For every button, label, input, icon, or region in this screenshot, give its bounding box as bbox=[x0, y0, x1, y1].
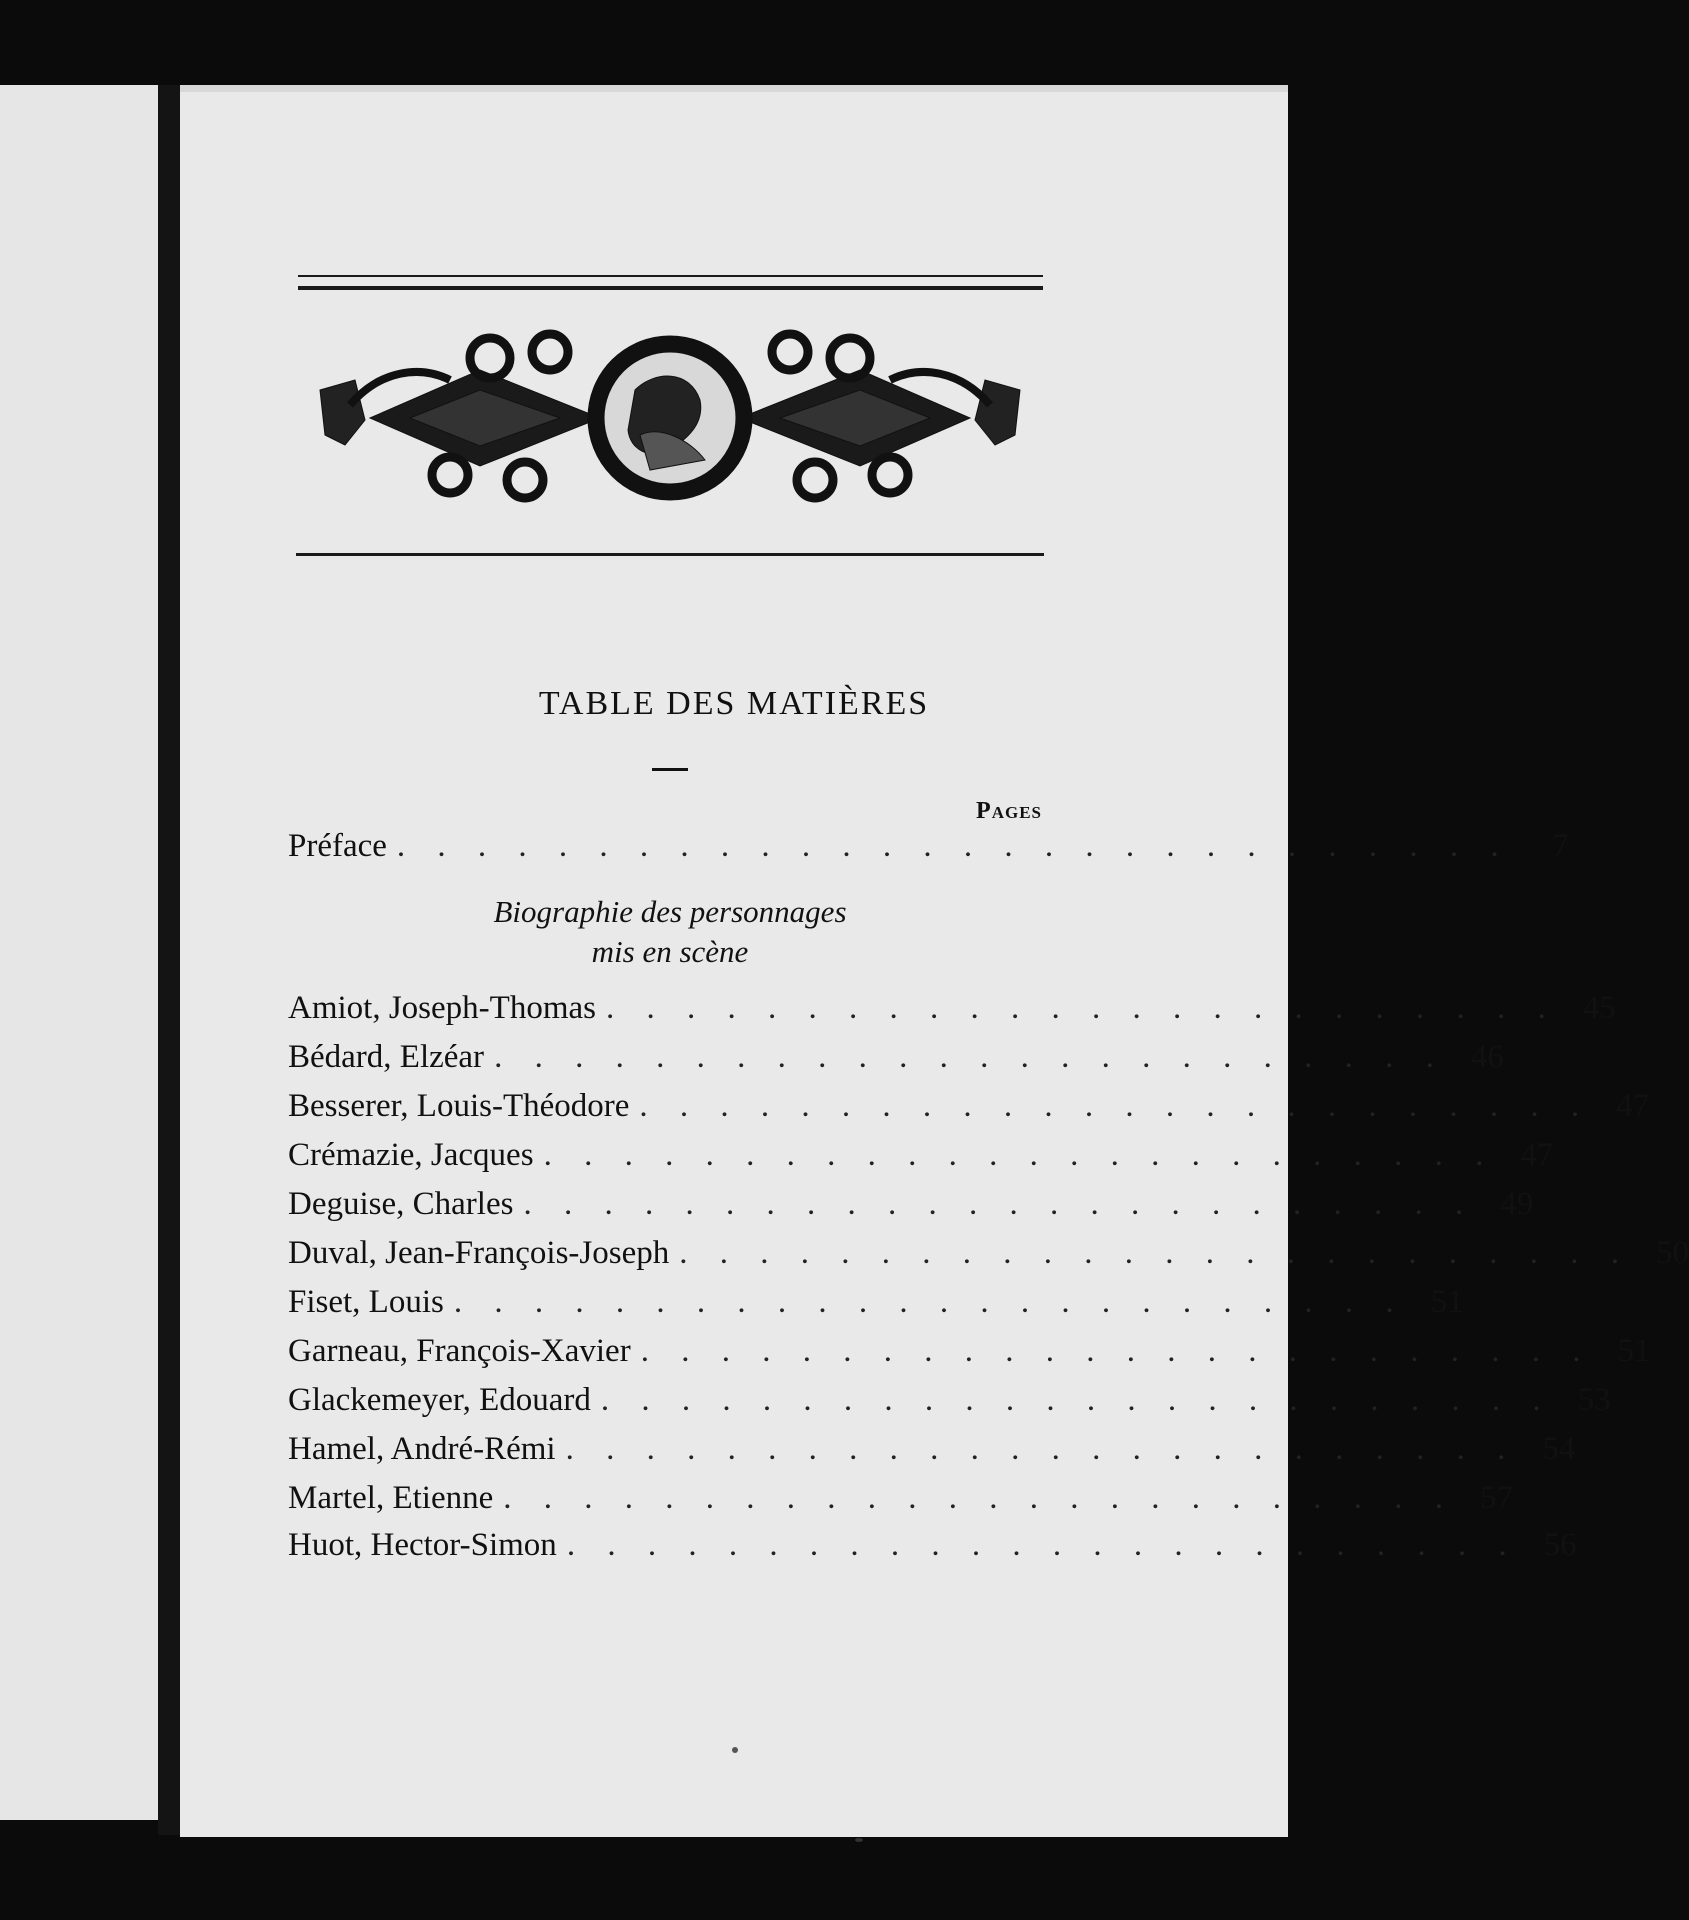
paper-speck bbox=[855, 1838, 863, 1842]
toc-entry bbox=[288, 1137, 1554, 1181]
dot-leader: . . . . . . . . . . . . . . . . . . . . . . . . bbox=[600, 1382, 1553, 1418]
dot-leader: . . . . . . . . . . . . . . . . . . . . . . . . bbox=[543, 1137, 1496, 1173]
dot-leader: . . . . . . . . . . . . . . . . . . . . . . . . bbox=[679, 1235, 1631, 1271]
entry-page: 53 bbox=[1577, 1382, 1611, 1418]
dot-leader: . . . . . . . . . . . . . . . . . . . . . . . . bbox=[453, 1284, 1406, 1320]
entry-page: 56 bbox=[1543, 1527, 1577, 1563]
entry-name: Duval, Jean-François-Joseph bbox=[288, 1235, 670, 1271]
book-gutter bbox=[158, 85, 180, 1835]
top-rule-thin bbox=[298, 275, 1043, 277]
dot-leader: . . . . . . . . . . . . . . . . . . . . . . . . bbox=[566, 1527, 1519, 1563]
entry-page: 46 bbox=[1470, 1039, 1504, 1075]
bottom-rule bbox=[296, 553, 1044, 556]
toc-entry bbox=[288, 1039, 1504, 1083]
dot-leader: . . . . . . . . . . . . . . . . . . . . . . . . bbox=[639, 1088, 1592, 1124]
top-rule-thick bbox=[298, 286, 1043, 290]
entry-name: Garneau, François-Xavier bbox=[288, 1333, 631, 1369]
dot-leader: . . . . . . . . . . . . . . . . . . . . . . . . bbox=[523, 1186, 1476, 1222]
toc-title: TABLE DES MATIÈRES bbox=[538, 685, 930, 722]
entry-name: Amiot, Joseph-Thomas bbox=[288, 990, 596, 1026]
toc-entry bbox=[288, 1333, 1651, 1377]
dot-leader: . . . . . . . . . . . . . . . . . . . . . . . . bbox=[605, 990, 1558, 1026]
left-page bbox=[0, 85, 158, 1820]
entry-page: 50 bbox=[1656, 1235, 1689, 1271]
entry-page: 51 bbox=[1430, 1284, 1464, 1320]
paper-speck bbox=[732, 1747, 738, 1753]
dot-leader: . . . . . . . . . . . . . . . . . . . . . . . . bbox=[640, 1333, 1593, 1369]
floral-scroll-ornament-icon bbox=[310, 330, 1030, 505]
entry-page: 51 bbox=[1617, 1333, 1651, 1369]
toc-entry bbox=[288, 1480, 1514, 1524]
dot-leader: . . . . . . . . . . . . . . . . . . . . . . . . bbox=[503, 1480, 1456, 1516]
section-heading bbox=[420, 892, 920, 972]
toc-entry bbox=[288, 1186, 1534, 1230]
entry-name: Crémazie, Jacques bbox=[288, 1137, 534, 1173]
toc-entry bbox=[288, 1431, 1576, 1475]
toc-entry bbox=[288, 1235, 1689, 1279]
entry-page: 7 bbox=[1552, 828, 1569, 864]
entry-page: 57 bbox=[1480, 1480, 1514, 1516]
entry-name: Huot, Hector-Simon bbox=[288, 1527, 557, 1563]
entry-page: 47 bbox=[1616, 1088, 1650, 1124]
toc-entry bbox=[288, 990, 1616, 1034]
toc-entry bbox=[288, 1527, 1577, 1571]
toc-entry bbox=[288, 1284, 1464, 1328]
entry-name: Besserer, Louis-Théodore bbox=[288, 1088, 630, 1124]
entry-name: Deguise, Charles bbox=[288, 1186, 514, 1222]
dot-leader: . . . . . . . . . . . . . . . . . . . . . . . . bbox=[565, 1431, 1518, 1467]
title-dash bbox=[652, 768, 688, 771]
dot-leader: . . . . . . . . . . . . . . . . . . . . . . . . . . . . bbox=[396, 828, 1511, 864]
entry-name: Bédard, Elzéar bbox=[288, 1039, 485, 1075]
dot-leader: . . . . . . . . . . . . . . . . . . . . . . . . bbox=[494, 1039, 1446, 1075]
entry-name: Fiset, Louis bbox=[288, 1284, 444, 1320]
section-heading-line-2: mis en scène bbox=[591, 934, 749, 969]
entry-page: 45 bbox=[1582, 990, 1616, 1026]
toc-entry-preface bbox=[288, 828, 1569, 872]
entry-name: Martel, Etienne bbox=[288, 1480, 494, 1516]
entry-page: 54 bbox=[1542, 1431, 1576, 1467]
pages-column-header: Pages bbox=[976, 798, 1042, 824]
entry-name: Glackemeyer, Edouard bbox=[288, 1382, 591, 1418]
toc-entry bbox=[288, 1382, 1611, 1426]
section-heading-line-1: Biographie des personnages bbox=[493, 894, 847, 929]
entry-page: 47 bbox=[1520, 1137, 1554, 1173]
entry-page: 49 bbox=[1500, 1186, 1534, 1222]
entry-name: Préface bbox=[288, 828, 387, 864]
toc-entry bbox=[288, 1088, 1650, 1132]
entry-name: Hamel, André-Rémi bbox=[288, 1431, 556, 1467]
